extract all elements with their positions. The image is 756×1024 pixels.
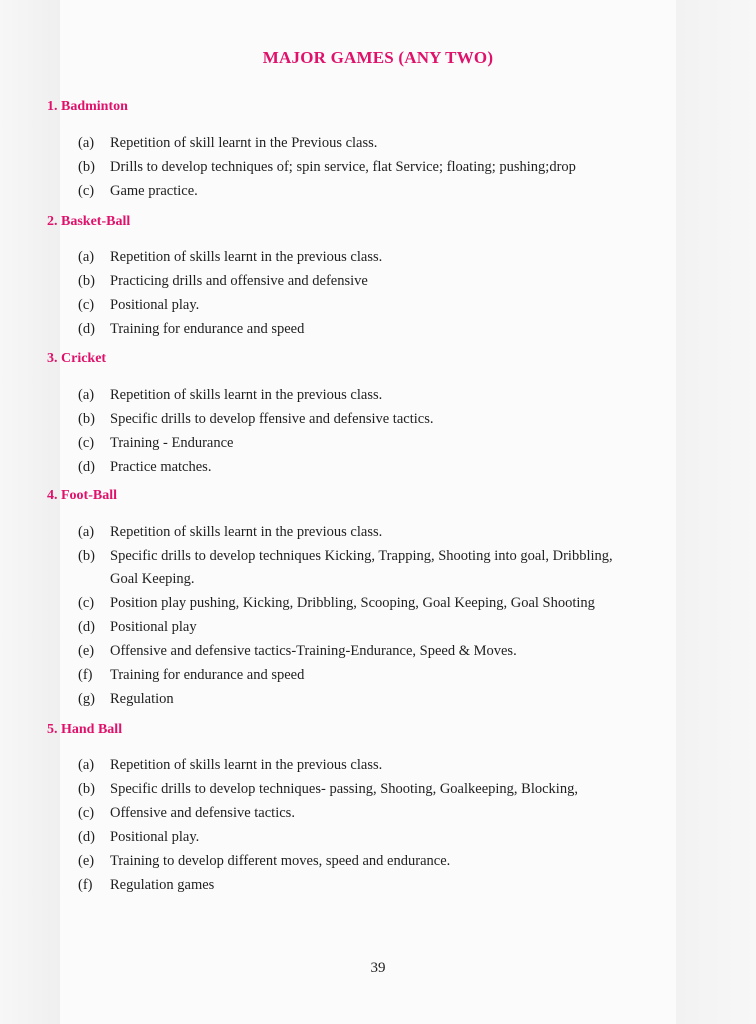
list-item bbox=[78, 520, 718, 544]
list-item bbox=[78, 293, 718, 317]
item-text: Game practice. bbox=[110, 183, 198, 199]
item-label: (a) bbox=[78, 524, 95, 540]
item-label: (c) bbox=[78, 435, 95, 451]
list-item bbox=[78, 591, 718, 615]
item-label: (a) bbox=[78, 757, 95, 773]
item-text: Position play pushing, Kicking, Dribbling, Scooping, Goal Keeping, Goal Shooting bbox=[110, 595, 595, 611]
list-item bbox=[78, 849, 718, 873]
item-label: (e) bbox=[78, 853, 95, 869]
item-label: (c) bbox=[78, 297, 95, 313]
item-label: (c) bbox=[78, 183, 95, 199]
list-item bbox=[78, 269, 718, 293]
list-item bbox=[78, 687, 718, 711]
item-text: Repetition of skills learnt in the previous class. bbox=[110, 524, 383, 540]
section-heading-basketball: 2. Basket-Ball bbox=[47, 214, 131, 229]
item-text: Offensive and defensive tactics. bbox=[110, 805, 295, 821]
item-text: Practice matches. bbox=[110, 459, 212, 475]
item-label: (c) bbox=[78, 595, 95, 611]
item-text: Regulation bbox=[110, 691, 174, 707]
list-item bbox=[78, 873, 718, 897]
page-number: 39 bbox=[370, 960, 386, 976]
item-label: (a) bbox=[78, 135, 95, 151]
item-label: (a) bbox=[78, 387, 95, 403]
list-item bbox=[78, 455, 718, 479]
item-label: (e) bbox=[78, 643, 95, 659]
list-item bbox=[78, 317, 718, 341]
item-text: Repetition of skill learnt in the Previous class. bbox=[110, 135, 378, 151]
item-label: (b) bbox=[78, 411, 95, 427]
item-label: (b) bbox=[78, 273, 95, 289]
list-item bbox=[78, 179, 718, 203]
item-text: Training - Endurance bbox=[110, 435, 234, 451]
page-title: MAJOR GAMES (ANY TWO) bbox=[262, 48, 494, 67]
item-text: Specific drills to develop techniques- passing, Shooting, Goalkeeping, Blocking, bbox=[110, 781, 578, 797]
list-item bbox=[78, 639, 718, 663]
section-heading-cricket: 3. Cricket bbox=[47, 351, 107, 366]
section-heading-badminton: 1. Badminton bbox=[47, 99, 128, 114]
item-label: (c) bbox=[78, 805, 95, 821]
item-text: Offensive and defensive tactics-Training-Endurance, Speed & Moves. bbox=[110, 643, 517, 659]
item-text: Regulation games bbox=[110, 877, 215, 893]
item-label: (d) bbox=[78, 829, 95, 845]
list-item bbox=[78, 407, 718, 431]
item-label: (b) bbox=[78, 781, 95, 797]
list-item bbox=[78, 615, 718, 639]
list-item bbox=[78, 544, 718, 568]
item-text: Positional play bbox=[110, 619, 197, 635]
page-margin-left bbox=[0, 0, 60, 1024]
item-text: Positional play. bbox=[110, 829, 200, 845]
section-heading-handball: 5. Hand Ball bbox=[47, 722, 123, 737]
item-text: Practicing drills and offensive and defensive bbox=[110, 273, 368, 289]
list-item bbox=[78, 825, 718, 849]
item-continuation: Goal Keeping. bbox=[110, 571, 195, 587]
item-label: (f) bbox=[78, 667, 93, 683]
item-text: Specific drills to develop ffensive and defensive tactics. bbox=[110, 411, 434, 427]
item-text: Repetition of skills learnt in the previous class. bbox=[110, 757, 383, 773]
list-item bbox=[78, 777, 718, 801]
list-item bbox=[78, 753, 718, 777]
item-text: Specific drills to develop techniques Kicking, Trapping, Shooting into goal, Dribbling, bbox=[110, 548, 613, 564]
list-item bbox=[78, 383, 718, 407]
list-item bbox=[78, 431, 718, 455]
item-label: (f) bbox=[78, 877, 93, 893]
item-label: (d) bbox=[78, 619, 95, 635]
list-item bbox=[78, 245, 718, 269]
item-text: Training for endurance and speed bbox=[110, 667, 305, 683]
item-text: Training to develop different moves, speed and endurance. bbox=[110, 853, 451, 869]
item-label: (b) bbox=[78, 548, 95, 564]
item-label: (b) bbox=[78, 159, 95, 175]
item-label: (g) bbox=[78, 691, 95, 707]
item-label: (d) bbox=[78, 459, 95, 475]
item-label: (a) bbox=[78, 249, 95, 265]
section-heading-football: 4. Foot-Ball bbox=[47, 488, 117, 503]
list-item bbox=[78, 155, 718, 179]
item-text: Repetition of skills learnt in the previous class. bbox=[110, 387, 383, 403]
list-item bbox=[78, 663, 718, 687]
item-text: Positional play. bbox=[110, 297, 200, 313]
item-text: Repetition of skills learnt in the previous class. bbox=[110, 249, 383, 265]
item-label: (d) bbox=[78, 321, 95, 337]
list-item bbox=[78, 131, 718, 155]
item-text: Drills to develop techniques of; spin service, flat Service; floating; pushing;drop bbox=[110, 159, 576, 175]
list-item bbox=[78, 801, 718, 825]
item-text: Training for endurance and speed bbox=[110, 321, 305, 337]
